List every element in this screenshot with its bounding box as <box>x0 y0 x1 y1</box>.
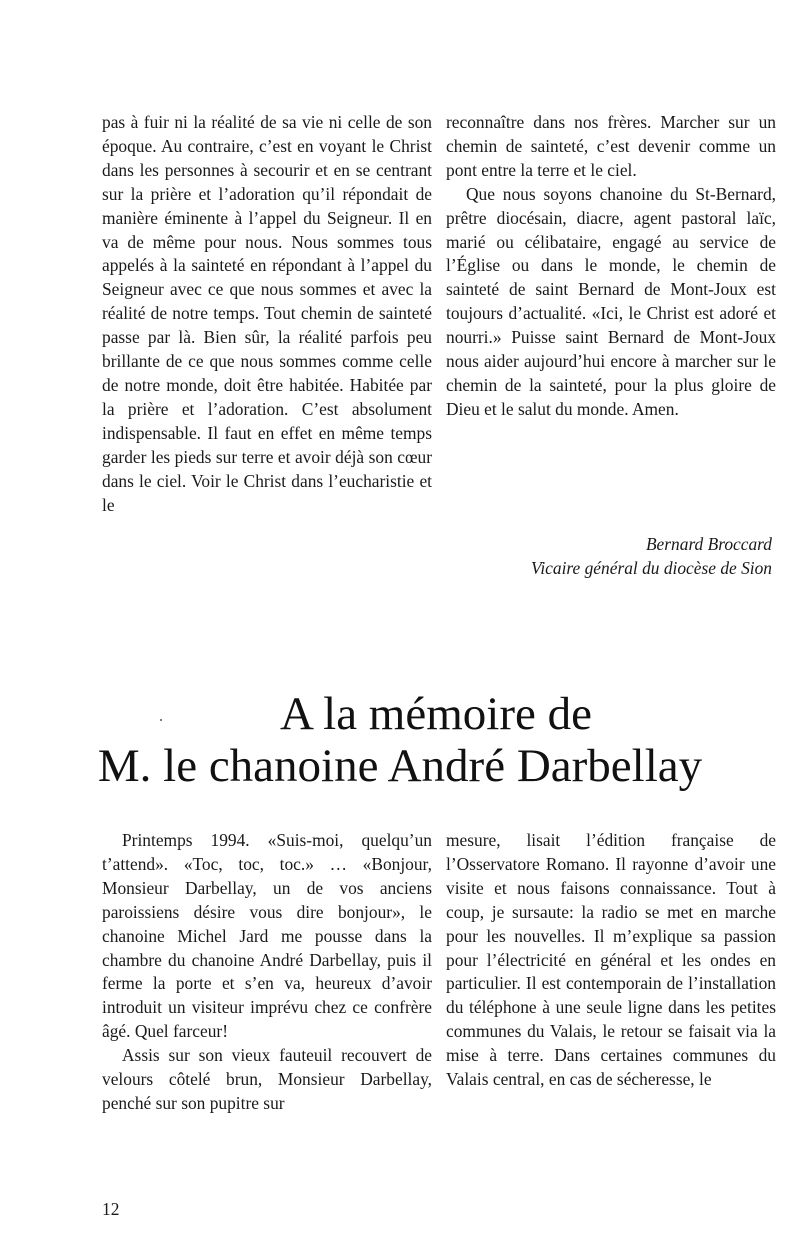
article-title-line-1: A la mémoire de <box>280 688 592 740</box>
article-right-column <box>446 829 776 1092</box>
article-left-column <box>102 829 432 1116</box>
top-left-paragraph-1: pas à fuir ni la réalité de sa vie ni celle de son époque. Au contraire, c’est en voyant le Christ dans les personnes à secourir et en se centrant sur la prière et l’adoration qu’il répondait de manière éminente à l’appel du Seigneur. Il en va de même pour nous. Nous sommes tous appelés à la sainteté en répondant à l’appel du Seigneur avec ce que nous sommes et avec la réalité de notre temps. Tout chemin de sainteté passe par là. Bien sûr, la réalité parfois peu brillante de ce que nous sommes comme celle de notre monde, doit être habitée. Habitée par la prière et l’adoration. C’est absolument indispensable. Il faut en effet en même temps garder les pieds sur terre et avoir déjà son cœur dans le ciel. Voir le Christ dans l’eucharistie et le <box>102 112 432 515</box>
signature-name: Bernard Broccard <box>645 534 772 554</box>
page-number: 12 <box>102 1199 120 1219</box>
article-title-line-2: M. le chanoine André Darbellay <box>97 740 703 792</box>
top-right-paragraph-2: Que nous soyons chanoine du St-Bernard, prêtre diocésain, diacre, agent pastoral laïc, marié ou célibataire, engagé au service de l’Église ou dans le monde, le chemin de sainteté de saint Bernard de Mont-Joux est toujours d’actualité. «Ici, le Christ est adoré et nourri.» Puisse saint Bernard de Mont-Joux nous aider aujourd’hui encore à marcher sur le chemin de la sainteté, pour la plus gloire de Dieu et le salut du monde. Amen. <box>446 183 776 419</box>
article-right-paragraph-1: mesure, lisait l’édition française de l’Osservatore Romano. Il rayonne d’avoir une visite et nous faisons connaissance. Tout à coup, je sursaute: la radio se met en marche pour les nouvelles. Il m’explique sa passion pour l’électricité en général et les ondes en particulier. Il est contemporain de l’installation du téléphone à une seule ligne dans les petites communes du Valais, le retour se faisait via la mise à terre. Dans certaines communes du Valais central, en cas de sécheresse, le <box>446 830 776 1090</box>
top-right-paragraph-1: reconnaître dans nos frères. Marcher sur un chemin de sainteté, c’est devenir comme un pont entre la terre et le ciel. <box>446 112 776 180</box>
top-left-column <box>102 111 432 517</box>
article-left-paragraph-1: Printemps 1994. «Suis-moi, quelqu’un t’attend». «Toc, toc, toc.» … «Bonjour, Monsieur Darbellay, un de vos anciens paroissiens désire vous dire bonjour», le chanoine Michel Jard me pousse dans la chambre du chanoine André Darbellay, puis il ferme la porte et s’en va, heureux d’avoir introduit un visiteur imprévu chez ce confrère âgé. Quel farceur! <box>102 830 432 1042</box>
top-right-column <box>446 111 776 422</box>
signature-role: Vicaire général du diocèse de Sion <box>531 558 772 578</box>
article-left-paragraph-2: Assis sur son vieux fauteuil recouvert de velours côtelé brun, Monsieur Darbellay, penché sur son pupitre sur <box>102 1045 432 1113</box>
